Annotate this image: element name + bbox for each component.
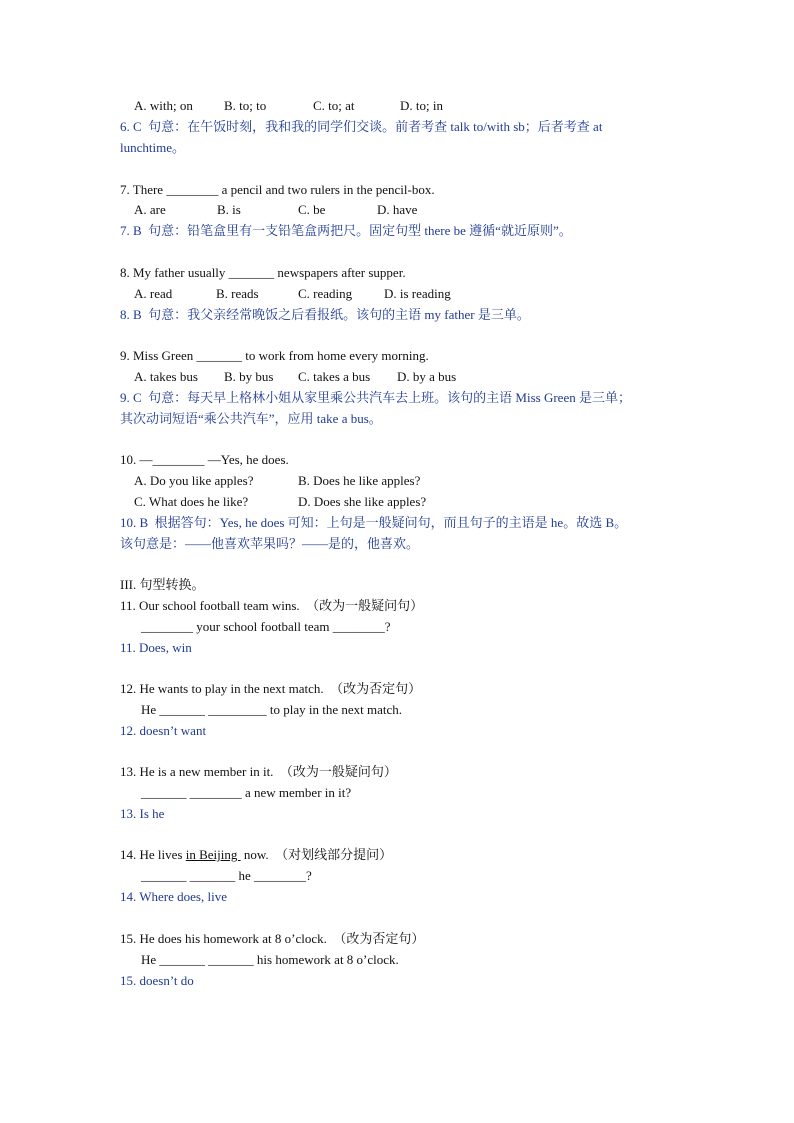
- question-15: 15. He does his homework at 8 o’clock. （改为否定句）: [120, 931, 425, 946]
- q10-option-b: B. Does he like apples?: [298, 473, 421, 488]
- question-15-blank: He _______ _______ his homework at 8 o’clock.: [141, 952, 399, 967]
- section-3-heading: III. 句型转换。: [120, 577, 205, 592]
- answer-7: 7. B 句意：铅笔盒里有一支铅笔盒两把尺。固定句型 there be 遵循“就近原则”。: [120, 223, 572, 238]
- q5-option-b: B. to; to: [224, 98, 267, 113]
- q9-option-a: A. takes bus: [134, 369, 198, 384]
- question-11: 11. Our school football team wins. （改为一般疑问句）: [120, 598, 424, 613]
- question-13-blank: _______ ________ a new member in it?: [141, 785, 352, 800]
- question-13: 13. He is a new member in it. （改为一般疑问句）: [120, 764, 397, 779]
- q7-option-d: D. have: [377, 202, 418, 217]
- question-8: 8. My father usually _______ newspapers after supper.: [120, 265, 406, 280]
- question-12-blank: He _______ _________ to play in the next match.: [141, 702, 403, 717]
- q7-option-b: B. is: [217, 202, 241, 217]
- question-7: 7. There ________ a pencil and two rulers in the pencil-box.: [120, 182, 435, 197]
- question-9: 9. Miss Green _______ to work from home every morning.: [120, 348, 429, 363]
- answer-10-line-1: 10. B 根据答句：Yes, he does 可知：上句是一般疑问句，而且句子的主语是 he。故选 B。: [120, 515, 628, 530]
- question-14-blank: _______ _______ he ________?: [141, 868, 312, 883]
- q8-option-a: A. read: [134, 286, 173, 301]
- question-14-start: 14. He lives: [120, 847, 186, 862]
- question-14-underlined: in Beijing: [185, 847, 241, 862]
- q9-option-b: B. by bus: [224, 369, 274, 384]
- answer-9-line-2: 其次动词短语“乘公共汽车”，应用 take a bus。: [120, 411, 382, 426]
- answer-13: 13. Is he: [120, 806, 165, 821]
- q10-option-c: C. What does he like?: [134, 494, 249, 509]
- answer-6-line-1: 6. C 句意：在午饭时刻，我和我的同学们交谈。前者考查 talk to/with sb；后者考查 at: [120, 119, 603, 134]
- q8-option-b: B. reads: [216, 286, 259, 301]
- q8-option-d: D. is reading: [384, 286, 451, 301]
- q9-option-c: C. takes a bus: [298, 369, 371, 384]
- q5-option-d: D. to; in: [400, 98, 443, 113]
- question-10: 10. —________ —Yes, he does.: [120, 452, 289, 467]
- answer-9-line-1: 9. C 句意：每天早上格林小姐从家里乘公共汽车去上班。该句的主语 Miss Green 是三单；: [120, 390, 631, 405]
- q5-option-c: C. to; at: [313, 98, 355, 113]
- answer-11: 11. Does, win: [120, 640, 192, 655]
- question-12: 12. He wants to play in the next match. （改为否定句）: [120, 681, 422, 696]
- q10-option-a: A. Do you like apples?: [134, 473, 254, 488]
- answer-15: 15. doesn’t do: [120, 973, 194, 988]
- q8-option-c: C. reading: [298, 286, 353, 301]
- answer-14: 14. Where does, live: [120, 889, 227, 904]
- q5-option-a: A. with; on: [134, 98, 193, 113]
- q9-option-d: D. by a bus: [397, 369, 457, 384]
- answer-6-line-2: lunchtime。: [120, 140, 185, 155]
- question-14-end: now. （对划线部分提问）: [240, 847, 393, 862]
- answer-10-line-2: 该句意是：——他喜欢苹果吗？——是的，他喜欢。: [120, 536, 420, 551]
- question-11-blank: ________ your school football team ________?: [141, 619, 391, 634]
- q7-option-a: A. are: [134, 202, 166, 217]
- answer-12: 12. doesn’t want: [120, 723, 207, 738]
- answer-8: 8. B 句意：我父亲经常晚饭之后看报纸。该句的主语 my father 是三单。: [120, 307, 530, 322]
- q10-option-d: D. Does she like apples?: [298, 494, 427, 509]
- question-14: [120, 846, 392, 864]
- q7-option-c: C. be: [298, 202, 326, 217]
